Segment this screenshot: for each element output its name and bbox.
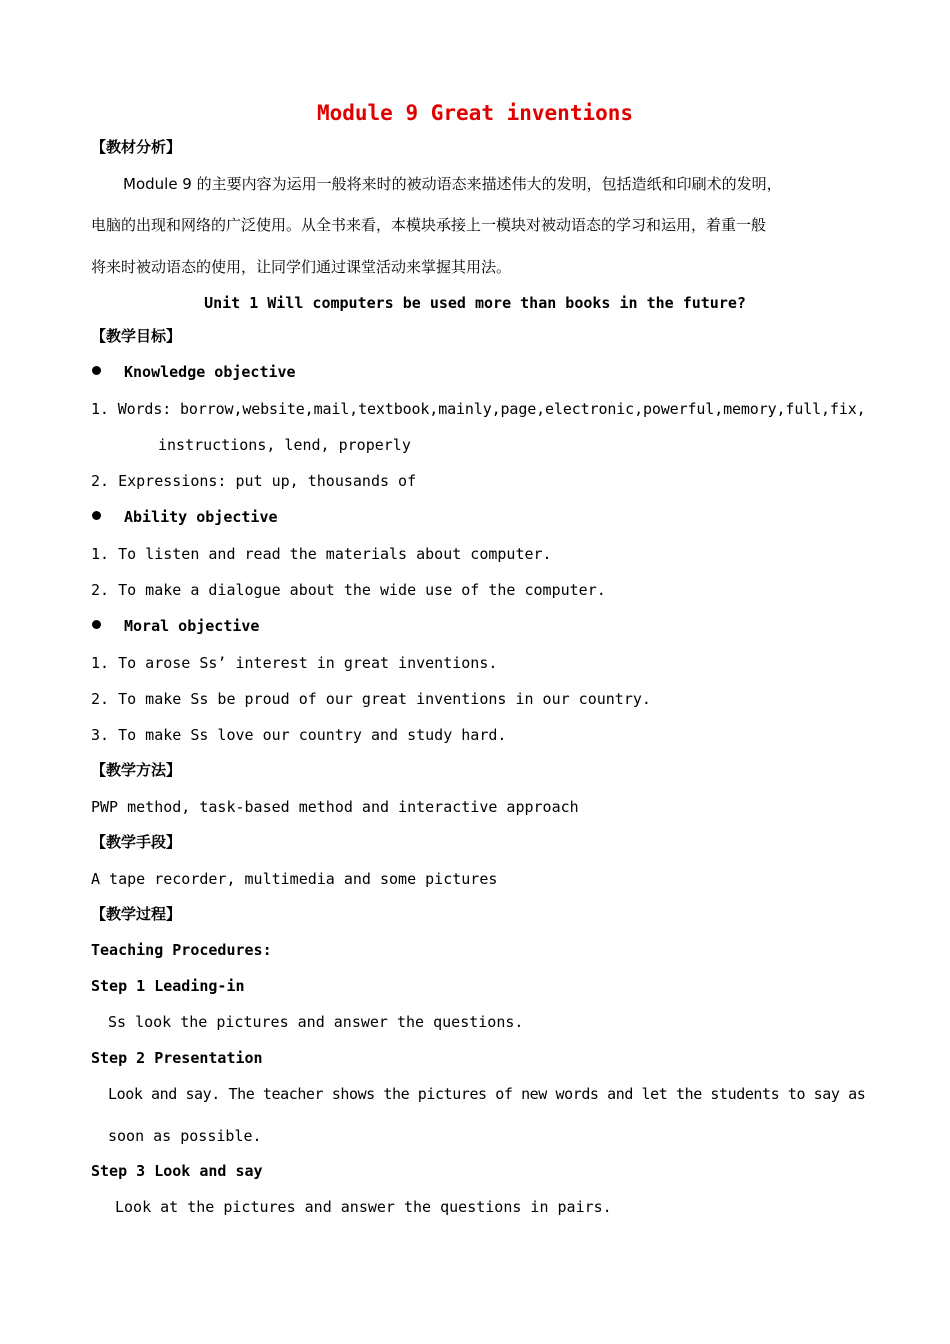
section-heading-process: 【教学过程】 [91,905,182,923]
moral-item: 1. To arose Ss’ interest in great inventions. [91,654,498,672]
step-title: Step 1 Leading-in [91,977,245,995]
material-paragraph-line: 电脑的出现和网络的广泛使用。从全书来看，本模块承接上一模块对被动语态的学习和运用，着重一般 [91,216,767,234]
ability-objective-heading: Ability objective [124,508,278,526]
page-title: Module 9 Great inventions [316,101,634,125]
section-heading-means: 【教学手段】 [91,833,182,851]
bullet-icon [92,366,101,375]
material-paragraph-line: 将来时被动语态的使用，让同学们通过课堂活动来掌握其用法。 [91,258,512,276]
step-line: Look at the pictures and answer the questions in pairs. [115,1198,612,1216]
step-title: Step 2 Presentation [91,1049,263,1067]
bullet-icon [92,511,101,520]
unit-title: Unit 1 Will computers be used more than books in the future? [204,294,746,312]
step-line: Look and say. The teacher shows the pictures of new words and let the students to say as [108,1085,866,1103]
knowledge-item: 1. Words: borrow,website,mail,textbook,mainly,page,electronic,powerful,memory,full,fix, [91,400,866,418]
material-paragraph-line: Module 9 的主要内容为运用一般将来时的被动语态来描述伟大的发明，包括造纸和印刷术的发明， [123,175,782,193]
means-text: A tape recorder, multimedia and some pictures [91,870,498,888]
knowledge-item: instructions, lend, properly [158,436,411,454]
ability-item: 2. To make a dialogue about the wide use of the computer. [91,581,606,599]
step-line: Ss look the pictures and answer the questions. [108,1013,524,1031]
bullet-icon [92,620,101,629]
section-heading-objectives: 【教学目标】 [91,327,182,345]
procedures-heading: Teaching Procedures: [91,941,272,959]
moral-item: 2. To make Ss be proud of our great inventions in our country. [91,690,651,708]
moral-objective-heading: Moral objective [124,617,260,635]
section-heading-material: 【教材分析】 [91,138,182,156]
moral-item: 3. To make Ss love our country and study hard. [91,726,507,744]
knowledge-objective-heading: Knowledge objective [124,363,296,381]
knowledge-item: 2. Expressions: put up, thousands of [91,472,417,490]
methods-text: PWP method, task-based method and interactive approach [91,798,579,816]
step-line: soon as possible. [108,1127,262,1145]
ability-item: 1. To listen and read the materials about computer. [91,545,552,563]
step-title: Step 3 Look and say [91,1162,263,1180]
section-heading-methods: 【教学方法】 [91,761,182,779]
